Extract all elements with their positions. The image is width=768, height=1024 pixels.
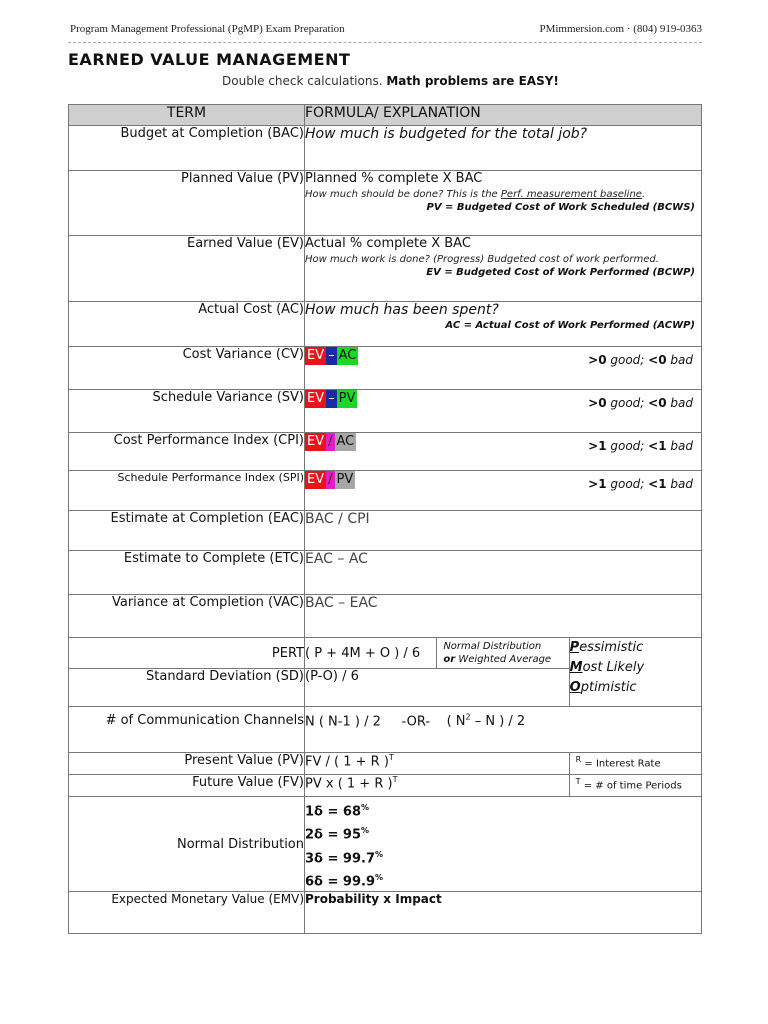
formula-ev	[305, 236, 702, 302]
row-spi	[69, 471, 702, 511]
cpi-ac-chip: AC	[336, 434, 355, 449]
interest-rate-key	[569, 753, 701, 775]
sv-good-word: good;	[610, 396, 645, 410]
etc-formula: EAC – AC	[305, 551, 368, 567]
row-normal-distribution	[69, 797, 702, 892]
cpi-good-num: >1	[588, 439, 607, 453]
cv-ac-chip: AC	[338, 348, 357, 363]
row-eac	[69, 511, 702, 551]
table-header-row	[69, 105, 702, 126]
header-contact: PMimmersion.com · (804) 919-0363	[539, 23, 702, 35]
key-r-symbol: R	[575, 755, 582, 764]
term-spi: Schedule Performance Index (SPI)	[69, 471, 305, 511]
nd-line-1	[305, 798, 701, 821]
term-sd: Standard Deviation (SD)	[69, 669, 305, 707]
formula-bac	[305, 126, 702, 171]
sv-pv-chip: PV	[338, 391, 356, 406]
cpi-bad-num: <1	[648, 439, 667, 453]
nd-4-lhs: 6δ =	[305, 874, 343, 890]
pv-formula: Planned % complete X BAC	[305, 171, 483, 186]
sv-bad-word: bad	[670, 396, 693, 410]
sv-good-bad	[588, 396, 693, 410]
pv-definition: PV = Budgeted Cost of Work Scheduled (BCWS)	[426, 202, 695, 213]
nd-1-pct: %	[361, 803, 370, 812]
pv-explanation	[305, 189, 701, 200]
formula-pert: ( P + 4M + O ) / 6	[305, 638, 437, 669]
nd-line-3	[305, 845, 701, 868]
present-exponent: T	[388, 753, 394, 762]
term-normal-distribution: Normal Distribution	[69, 797, 305, 892]
pv-expl-text: How much should be done? This is the	[305, 189, 501, 200]
comm-formula-1: N ( N-1 ) / 2	[305, 714, 381, 730]
pert-note	[437, 638, 569, 669]
bac-question: How much is budgeted for the total job?	[305, 126, 588, 142]
nd-line-4	[305, 868, 701, 891]
formula-normal-distribution	[305, 797, 702, 892]
formula-comm	[305, 707, 702, 753]
term-cv: Cost Variance (CV)	[69, 347, 305, 390]
row-pert	[69, 638, 702, 669]
term-emv: Expected Monetary Value (EMV)	[69, 892, 305, 934]
cv-good-word: good;	[610, 353, 645, 367]
cv-bad-word: bad	[670, 353, 693, 367]
formula-ac	[305, 302, 702, 347]
nd-4-pct: %	[375, 872, 384, 882]
page-subtitle	[222, 74, 559, 88]
key-t-text: = # of time Periods	[583, 780, 682, 792]
row-bac	[69, 126, 702, 171]
formula-cpi	[305, 433, 702, 471]
term-pv: Planned Value (PV)	[69, 171, 305, 236]
evm-formula-table	[68, 104, 702, 934]
key-r-text: = Interest Rate	[584, 758, 661, 770]
pmo-o-letter: O	[569, 680, 581, 695]
vac-formula: BAC – EAC	[305, 595, 378, 611]
spi-bad-word: bad	[670, 477, 693, 491]
cpi-divide-chip: /	[328, 434, 333, 449]
row-emv	[69, 892, 702, 934]
pmo-pessimistic	[570, 638, 701, 658]
nd-1-lhs: 1δ =	[305, 804, 343, 820]
ac-definition: AC = Actual Cost of Work Performed (ACWP)	[445, 320, 695, 331]
comm-f2-start: ( N	[446, 714, 466, 730]
nd-2-value: 95	[342, 827, 362, 843]
pmo-m-rest: ost Likely	[582, 660, 645, 675]
cv-bad-num: <0	[648, 353, 667, 367]
nd-2-lhs: 2δ =	[305, 827, 343, 843]
pert-pmo-legend	[569, 638, 701, 707]
formula-vac	[305, 595, 702, 638]
pert-note-weighted: Weighted Average	[458, 654, 552, 665]
header-course-title: Program Management Professional (PgMP) Exam Preparation	[70, 23, 345, 35]
sv-ev-chip: EV	[307, 391, 325, 406]
row-present-value	[69, 753, 702, 775]
formula-sv	[305, 390, 702, 433]
formula-sd: (P-O) / 6	[305, 669, 570, 707]
subtitle-normal: Double check calculations.	[222, 74, 383, 88]
cpi-ev-chip: EV	[307, 434, 325, 449]
term-etc: Estimate to Complete (ETC)	[69, 551, 305, 595]
sv-minus-chip: –	[328, 391, 335, 406]
pmo-p-letter: P	[569, 640, 580, 655]
page-header	[68, 22, 702, 43]
comm-formula-2	[447, 714, 526, 729]
pmo-optimistic	[570, 678, 701, 698]
spi-ev-chip: EV	[307, 472, 325, 487]
future-exponent: T	[392, 775, 398, 784]
cpi-bad-word: bad	[670, 439, 693, 453]
spi-good-num: >1	[588, 477, 607, 491]
row-etc	[69, 551, 702, 595]
spi-bad-num: <1	[648, 477, 667, 491]
present-formula: FV / ( 1 + R )	[305, 754, 389, 770]
ac-question: How much has been spent?	[305, 302, 499, 318]
pmo-p-rest: essimistic	[579, 640, 644, 655]
eac-formula: BAC / CPI	[305, 511, 370, 527]
row-comm	[69, 707, 702, 753]
cv-good-bad	[588, 353, 693, 367]
pmo-most-likely	[570, 658, 701, 678]
formula-future-value	[305, 775, 570, 797]
formula-eac	[305, 511, 702, 551]
formula-etc	[305, 551, 702, 595]
cpi-good-bad	[588, 439, 693, 453]
term-present-value: Present Value (PV)	[69, 753, 305, 775]
ev-definition: EV = Budgeted Cost of Work Performed (BCWP)	[426, 267, 695, 278]
term-eac: Estimate at Completion (EAC)	[69, 511, 305, 551]
row-cv	[69, 347, 702, 390]
nd-3-value: 99.7	[342, 850, 375, 866]
spi-divide-chip: /	[328, 472, 333, 487]
pv-baseline-link: Perf. measurement baseline	[500, 189, 642, 200]
header-term: TERM	[69, 105, 305, 126]
term-bac: Budget at Completion (BAC)	[69, 126, 305, 171]
nd-line-2	[305, 821, 701, 844]
pmo-m-letter: M	[569, 660, 583, 675]
nd-1-value: 68	[342, 804, 362, 820]
formula-cv	[305, 347, 702, 390]
row-ev	[69, 236, 702, 302]
subtitle-bold: Math problems are EASY!	[386, 74, 559, 88]
formula-pv	[305, 171, 702, 236]
header-formula: FORMULA/ EXPLANATION	[305, 105, 702, 126]
term-vac: Variance at Completion (VAC)	[69, 595, 305, 638]
term-cpi: Cost Performance Index (CPI)	[69, 433, 305, 471]
sv-good-num: >0	[588, 396, 607, 410]
time-periods-key	[569, 775, 701, 797]
row-ac	[69, 302, 702, 347]
future-formula: PV x ( 1 + R )	[305, 776, 393, 792]
row-vac	[69, 595, 702, 638]
row-cpi	[69, 433, 702, 471]
cv-good-num: >0	[588, 353, 607, 367]
pert-note-or: or	[443, 654, 456, 665]
comm-or: -OR-	[401, 714, 431, 730]
nd-3-lhs: 3δ =	[305, 850, 343, 866]
cpi-good-word: good;	[610, 439, 645, 453]
cv-ev-chip: EV	[307, 348, 325, 363]
term-comm: # of Communication Channels	[69, 707, 305, 753]
formula-present-value	[305, 753, 570, 775]
nd-4-value: 99.9	[342, 874, 375, 890]
comm-f2-end: – N ) / 2	[470, 714, 526, 730]
term-ev: Earned Value (EV)	[69, 236, 305, 302]
row-pv	[69, 171, 702, 236]
nd-2-pct: %	[361, 826, 370, 836]
row-future-value	[69, 775, 702, 797]
page-title: EARNED VALUE MANAGEMENT	[68, 50, 351, 69]
term-sv: Schedule Variance (SV)	[69, 390, 305, 433]
spi-good-word: good;	[610, 477, 645, 491]
comm-f2-exponent: 2	[465, 713, 471, 722]
nd-3-pct: %	[375, 849, 384, 859]
pert-note-line1: Normal Distribution	[443, 641, 542, 652]
spi-pv-chip: PV	[336, 472, 354, 487]
term-future-value: Future Value (FV)	[69, 775, 305, 797]
ev-formula: Actual % complete X BAC	[305, 236, 471, 251]
key-t-symbol: T	[575, 777, 581, 786]
term-pert: PERT	[69, 638, 305, 669]
row-sv	[69, 390, 702, 433]
sv-bad-num: <0	[648, 396, 667, 410]
formula-emv: Probability x Impact	[305, 892, 702, 934]
formula-spi	[305, 471, 702, 511]
term-ac: Actual Cost (AC)	[69, 302, 305, 347]
ev-explanation: How much work is done? (Progress) Budgeted cost of work performed.	[305, 254, 659, 265]
pert-note-line2	[443, 653, 568, 666]
pv-expl-end: .	[641, 189, 646, 200]
cv-minus-chip: –	[328, 348, 335, 363]
pmo-o-rest: ptimistic	[580, 680, 637, 695]
spi-good-bad	[588, 477, 693, 491]
